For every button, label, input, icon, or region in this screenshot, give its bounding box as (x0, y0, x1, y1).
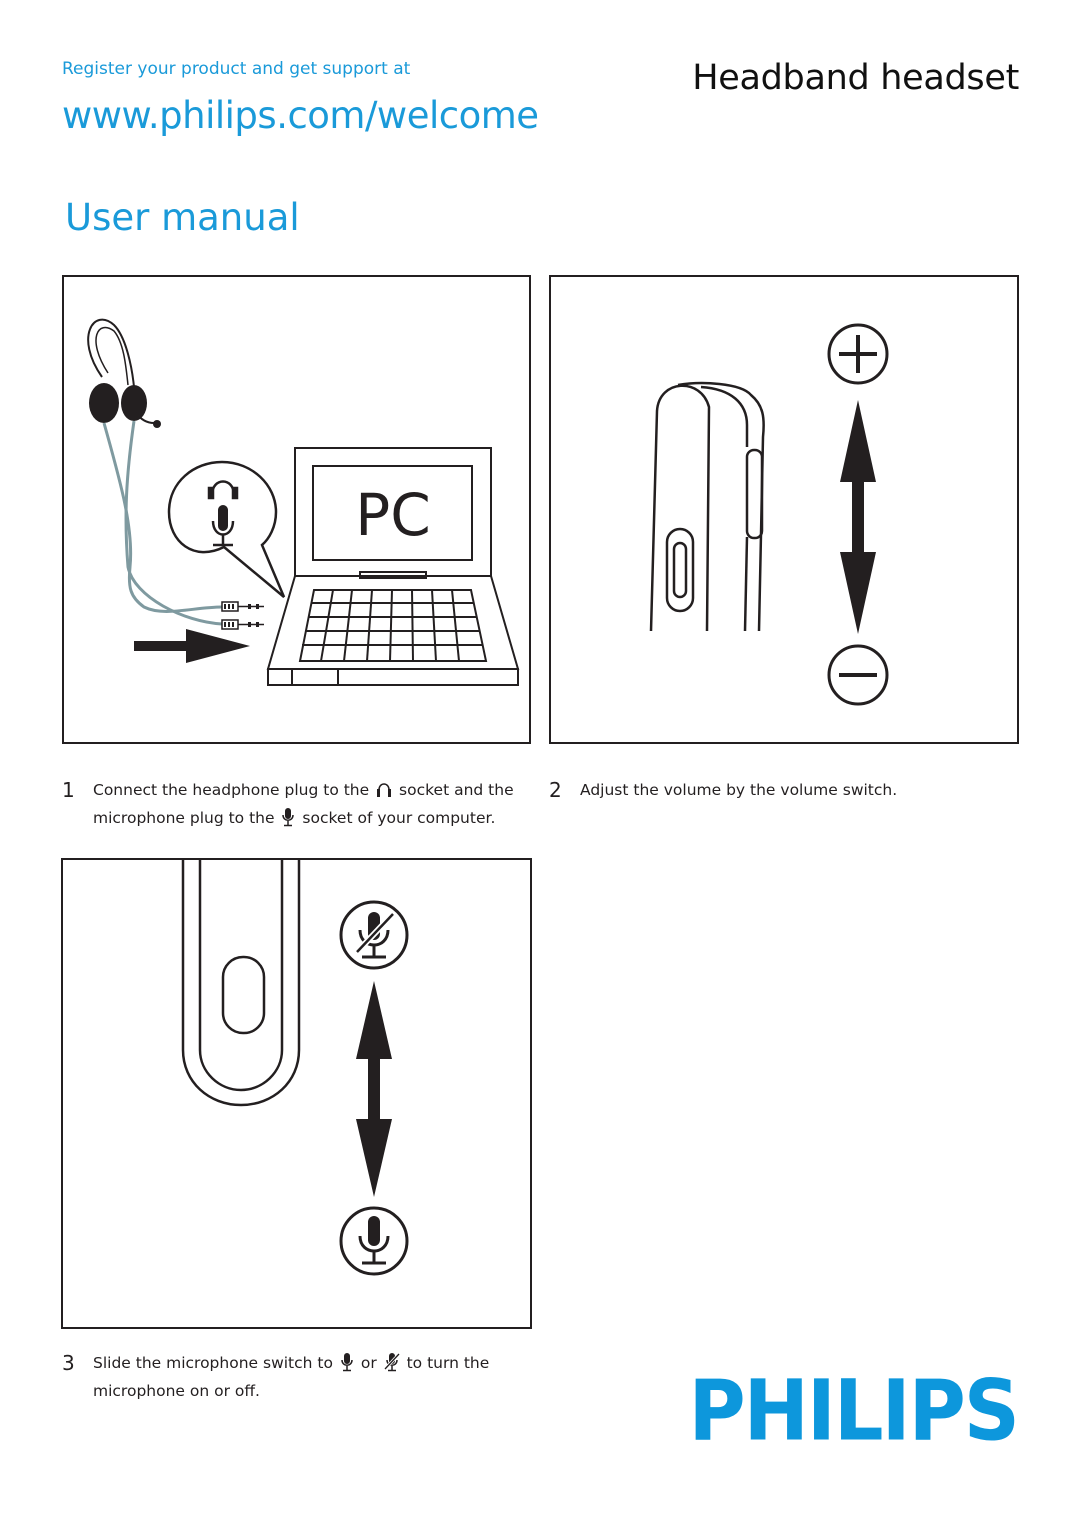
step-text: Adjust the volume by the volume switch. (580, 781, 898, 799)
step-text: socket of your computer. (302, 809, 496, 827)
microphone-mute-icon (341, 902, 407, 968)
step-text: microphone plug to the (93, 809, 275, 827)
register-text: Register your product and get support at (62, 59, 411, 79)
microphone-icon (340, 1352, 354, 1372)
step-number: 2 (549, 778, 562, 802)
step-text: Connect the headphone plug to the (93, 781, 370, 799)
step-number: 3 (62, 1351, 75, 1375)
product-name: Headband headset (692, 58, 1019, 98)
step-text: socket and the (399, 781, 514, 799)
illustration-mic-switch (61, 858, 532, 1329)
step-2 (549, 776, 1009, 806)
pc-label: PC (355, 481, 431, 549)
headphone-icon (376, 781, 392, 799)
step-3 (62, 1349, 522, 1409)
document-title: User manual (65, 196, 300, 239)
microphone-icon (341, 1208, 407, 1274)
microphone-icon (281, 807, 295, 827)
right-earcup (121, 385, 147, 421)
illustration-volume-switch (549, 275, 1019, 744)
left-earcup (89, 383, 119, 423)
step-text: to turn the (406, 1354, 490, 1372)
step-text: or (360, 1354, 377, 1372)
illustration-connect-pc (62, 275, 531, 744)
website-link[interactable]: www.philips.com/welcome (62, 94, 539, 137)
philips-logo: PHILIPS (688, 1363, 1018, 1461)
step-1 (62, 776, 522, 836)
microphone-mute-icon (384, 1352, 400, 1372)
step-text: microphone on or off. (93, 1382, 260, 1400)
step-number: 1 (62, 778, 75, 802)
minus-icon (829, 646, 887, 704)
step-text: Slide the microphone switch to (93, 1354, 333, 1372)
plus-icon (829, 325, 887, 383)
